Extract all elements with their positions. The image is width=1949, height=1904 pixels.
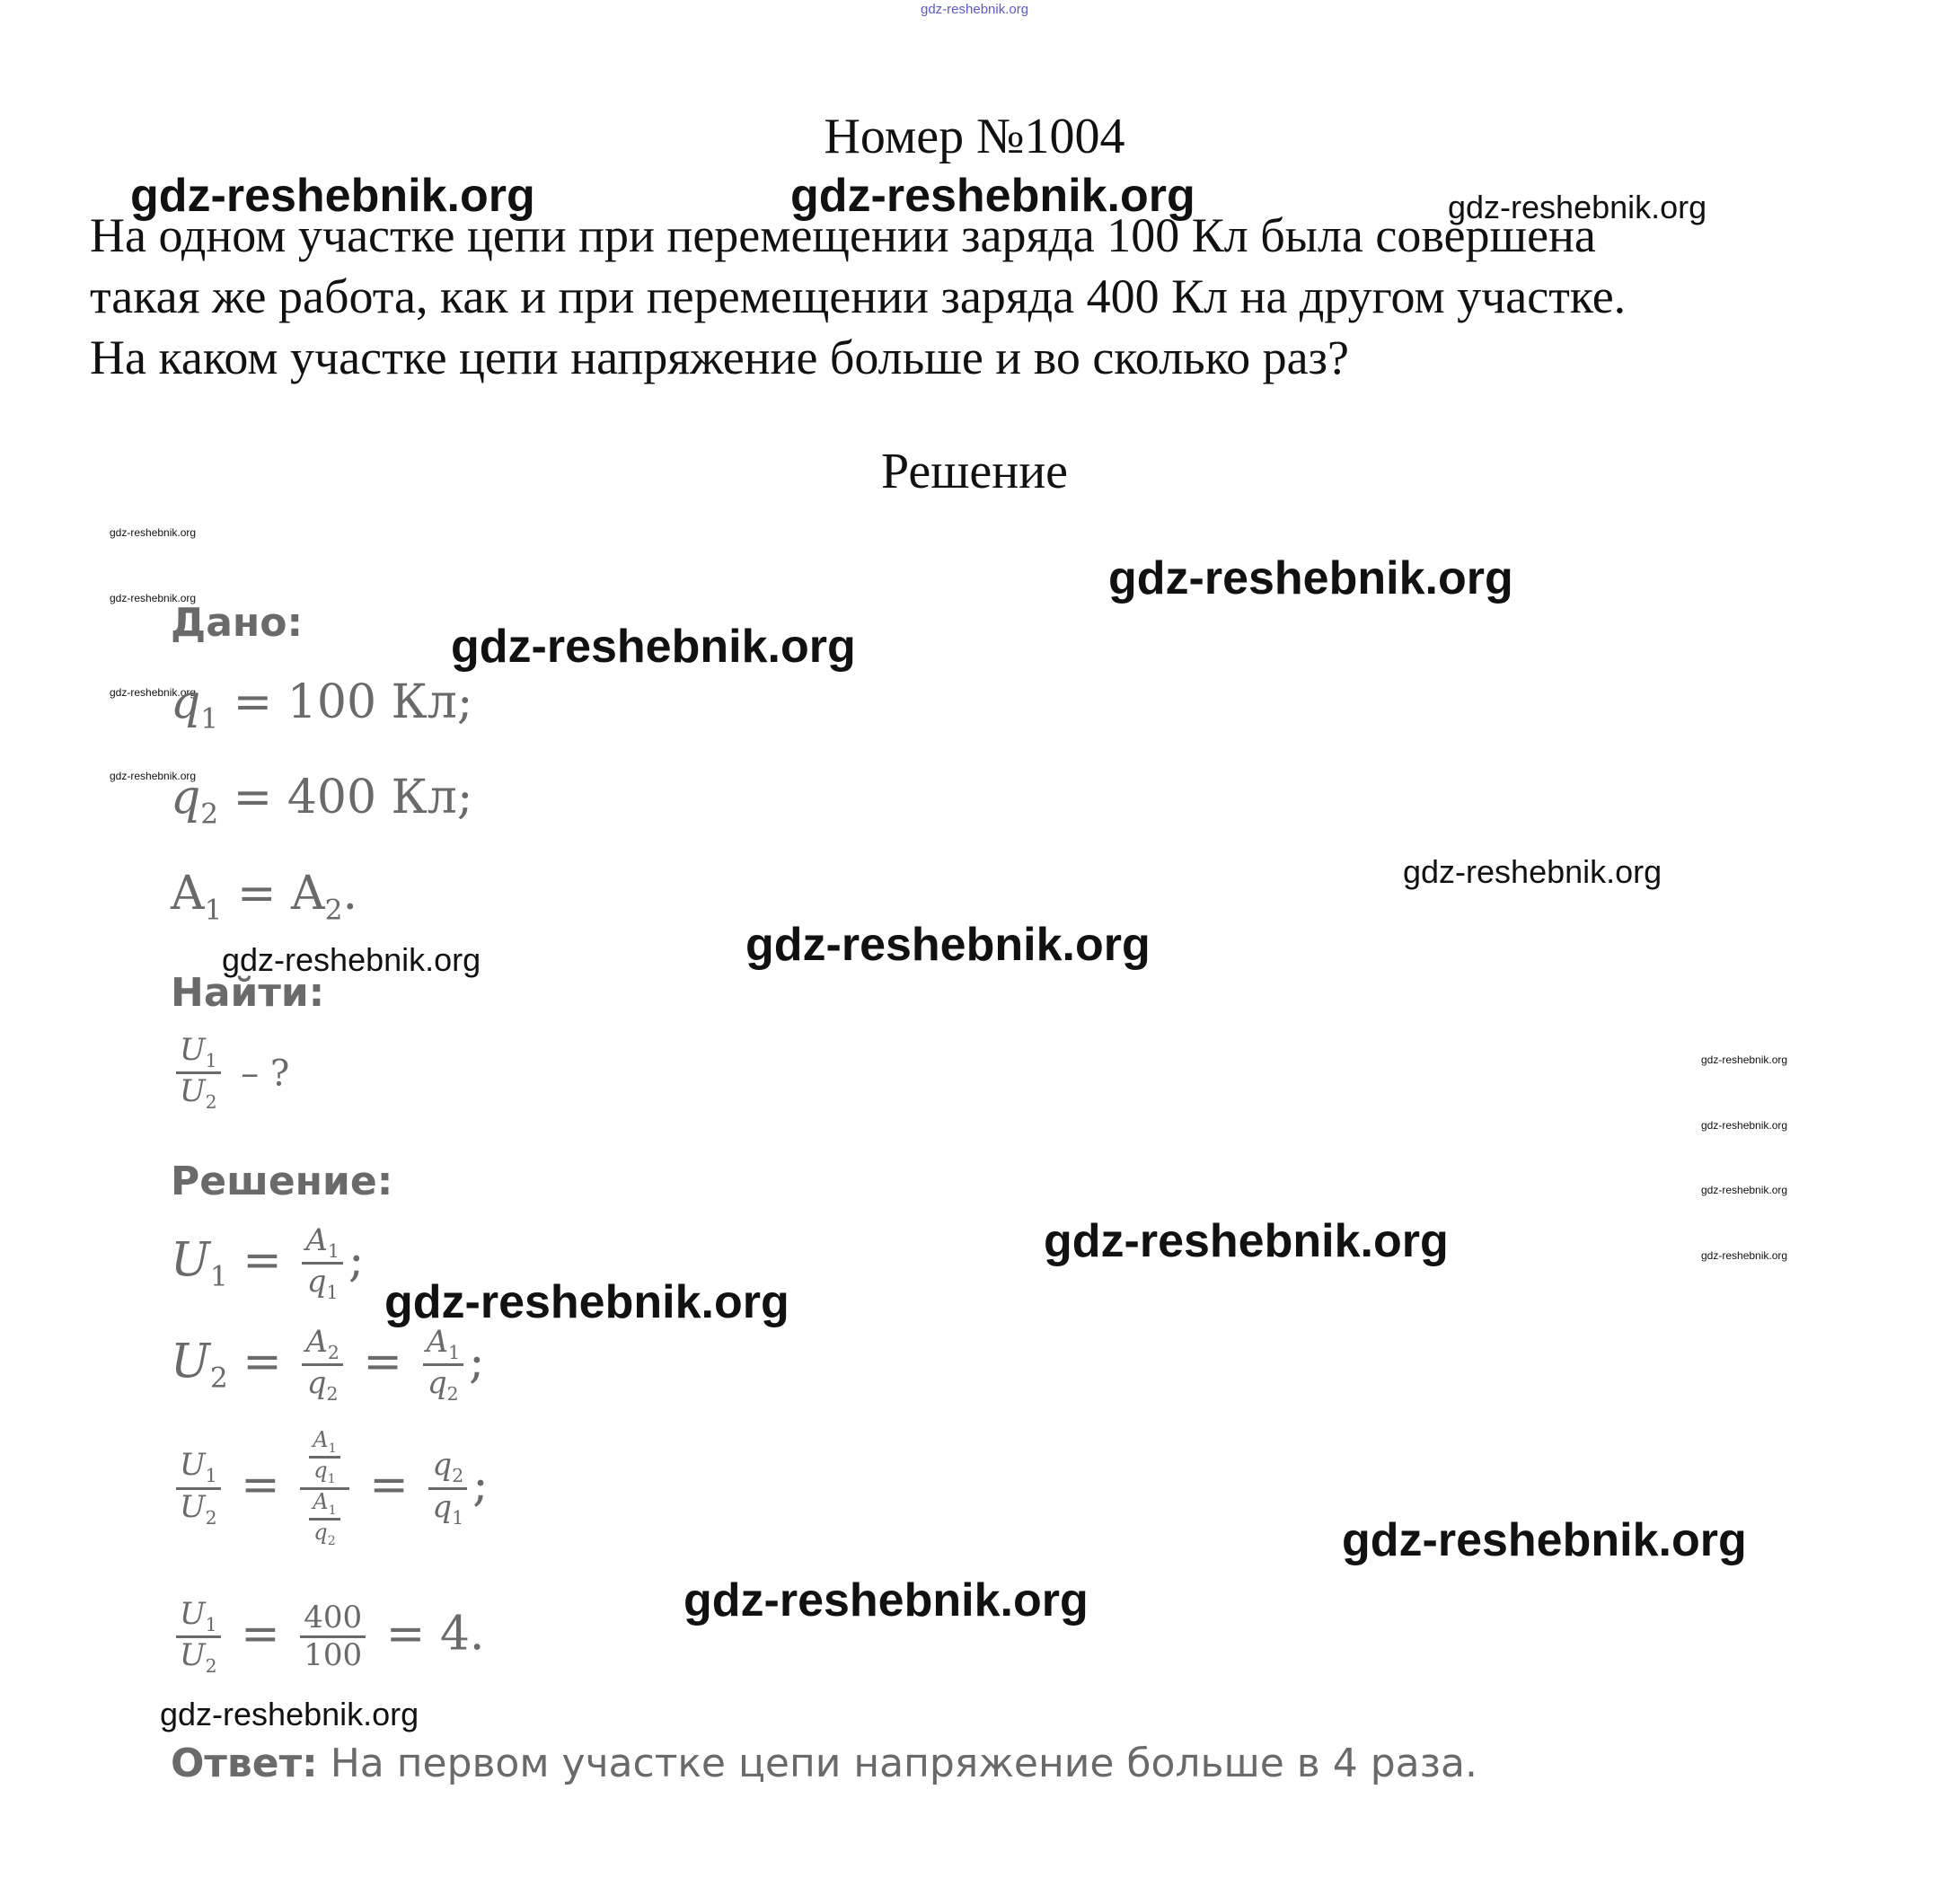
watermark: gdz-reshebnik.org: [1701, 1053, 1788, 1066]
period: .: [342, 867, 357, 921]
watermark: gdz-reshebnik.org: [1448, 189, 1707, 225]
page-title: Номер №1004: [824, 109, 1125, 164]
given-q1-value: = 100 Кл;: [233, 675, 473, 729]
watermark-top: gdz-reshebnik.org: [921, 2, 1029, 17]
fraction-a1-q1: $\frac{A_1}{q_1}$: [302, 1223, 343, 1304]
answer-label: Ответ:: [171, 1741, 318, 1786]
given-q1: $q_1 = 100$ Кл;: [171, 675, 473, 736]
watermark: gdz-reshebnik.org: [1403, 853, 1662, 890]
watermark: gdz-reshebnik.org: [110, 526, 197, 539]
watermark: gdz-reshebnik.org: [683, 1574, 1089, 1626]
fraction-u1-u2: $\frac{U_1}{U_2}$: [176, 1597, 221, 1678]
watermark: gdz-reshebnik.org: [745, 919, 1151, 971]
find-expression: [171, 1033, 289, 1114]
watermark: gdz-reshebnik.org: [110, 686, 197, 699]
watermark: gdz-reshebnik.org: [130, 170, 535, 222]
watermark: gdz-reshebnik.org: [1108, 552, 1513, 604]
watermark: gdz-reshebnik.org: [451, 621, 856, 673]
answer: [171, 1741, 1477, 1786]
fraction-400-100: [300, 1600, 366, 1673]
fraction-u1-u2: $\frac{U_1}{U_2}$: [176, 1448, 221, 1529]
problem-line: такая же работа, как и при перемещении заряда 400 Кл на другом участке.: [90, 269, 1627, 323]
equation-ratio: $\frac{U_1}{U_2}$ = $\frac{\frac{A_1}{q_1}}{\frac{A_1}{q_2}}$ = $\frac{q_2}{q_1}$ ;: [171, 1428, 489, 1548]
watermark: gdz-reshebnik.org: [1701, 1184, 1788, 1196]
watermark: gdz-reshebnik.org: [790, 170, 1195, 222]
watermark: gdz-reshebnik.org: [1701, 1249, 1788, 1262]
fraction-q2-q1: $\frac{q_2}{q_1}$: [428, 1448, 467, 1529]
watermark: gdz-reshebnik.org: [110, 592, 197, 604]
problem-statement: [90, 205, 1868, 388]
equals-sign: =: [236, 867, 277, 921]
watermark: gdz-reshebnik.org: [160, 1696, 419, 1732]
fraction-u1-u2: $\frac{U_1}{U_2}$: [176, 1033, 221, 1114]
find-suffix: – ?: [241, 1053, 290, 1095]
equation-u2: $U_2$ = $\frac{A_2}{q_2}$ = $\frac{A_1}{q_2}$ ;: [171, 1324, 485, 1406]
watermark: gdz-reshebnik.org: [110, 770, 197, 782]
watermark: gdz-reshebnik.org: [1044, 1215, 1449, 1267]
fraction-denominator: 100: [304, 1637, 363, 1674]
find-label: Найти:: [171, 970, 325, 1016]
fraction-a2-q2: $\frac{A_2}{q_2}$: [302, 1325, 343, 1406]
watermark: gdz-reshebnik.org: [384, 1276, 789, 1328]
watermark: gdz-reshebnik.org: [1701, 1119, 1788, 1132]
compound-fraction: [300, 1428, 349, 1548]
problem-line: На одном участке цепи при перемещении заряда 100 Кл была совершена: [90, 208, 1596, 262]
problem-line: На каком участке цепи напряжение больше и во сколько раз?: [90, 331, 1349, 384]
given-q2-value: = 400 Кл;: [233, 771, 473, 824]
given-work: $A_1 = A_2$.: [171, 867, 357, 927]
watermark: gdz-reshebnik.org: [222, 941, 481, 978]
semicolon: ;: [469, 1335, 485, 1389]
semicolon: ;: [348, 1233, 365, 1288]
given-q2: $q_2 = 400$ Кл;: [171, 771, 473, 831]
solve-label: Решение:: [171, 1159, 393, 1204]
fraction-a1-q2: $\frac{A_1}{q_2}$: [309, 1490, 340, 1549]
fraction-numerator: 400: [300, 1600, 366, 1638]
result-value: = 4.: [385, 1607, 485, 1662]
given-label: Дано:: [171, 600, 304, 646]
answer-text: На первом участке цепи напряжение больше в 4 раза.: [317, 1741, 1477, 1786]
equation-u1: $U_1$ = $\frac{A_1}{q_1}$ ;: [171, 1222, 365, 1304]
equation-result: $\frac{U_1}{U_2}$ = $\frac{400}{100}$ = 4.: [171, 1597, 484, 1678]
watermark: gdz-reshebnik.org: [1342, 1514, 1747, 1566]
semicolon: ;: [472, 1458, 489, 1512]
fraction-a1-q2: $\frac{A_1}{q_2}$: [423, 1325, 464, 1406]
solution-heading: Решение: [880, 444, 1069, 499]
fraction-a1-q1: $\frac{A_1}{q_1}$: [309, 1428, 340, 1487]
